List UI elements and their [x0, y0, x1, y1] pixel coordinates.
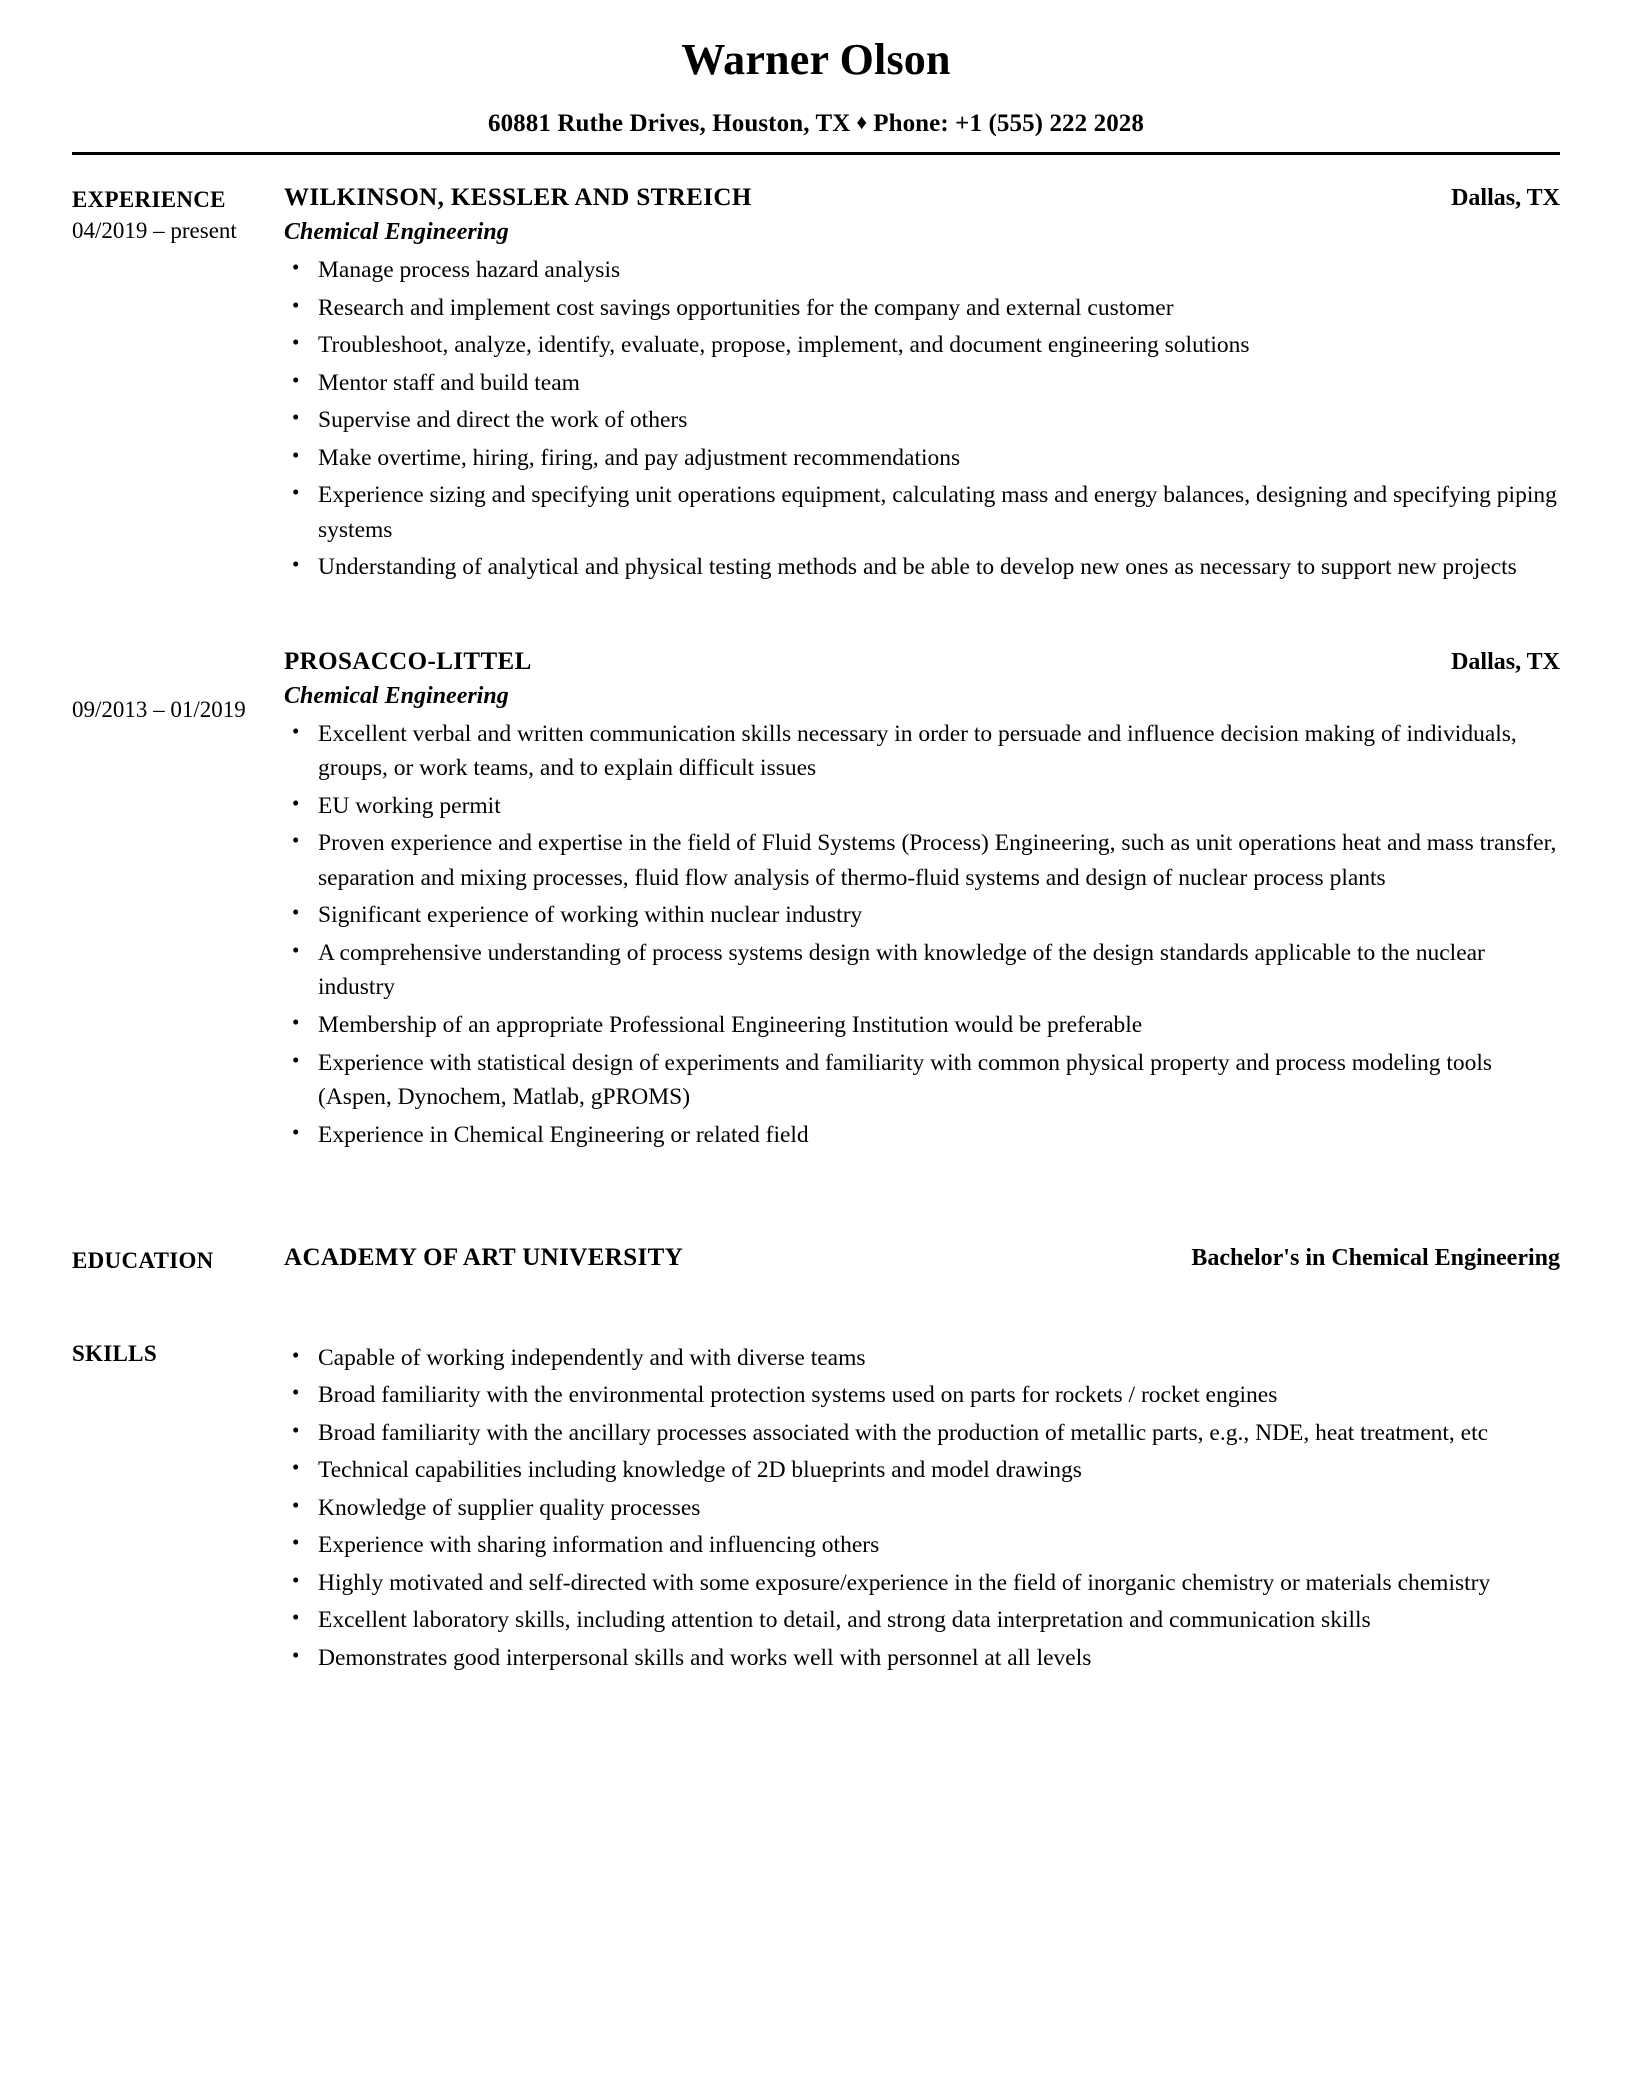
list-item: • Significant experience of working within nuclear industry — [284, 898, 1560, 933]
list-item: • Experience with sharing information and influencing others — [284, 1528, 1560, 1563]
list-item: • EU working permit — [284, 789, 1560, 824]
skills-side-column — [72, 1335, 260, 1676]
experience-side-column-1 — [72, 647, 260, 1152]
job-dates-0: 04/2019 – present — [72, 217, 237, 243]
job-entry-1 — [284, 647, 1560, 1152]
list-item: • Understanding of analytical and physical testing methods and be able to develop new ones as necessary to support new projects — [284, 550, 1560, 585]
job-title-1: Chemical Engineering — [284, 682, 509, 709]
list-item: • Research and implement cost savings opportunities for the company and external customer — [284, 291, 1560, 326]
section-label-experience: EXPERIENCE — [72, 187, 226, 213]
list-item: • Proven experience and expertise in the field of Fluid Systems (Process) Engineering, such as unit operations heat and mass transfer, separation and mixing processes, fluid flow analysis of thermo-fluid systems and design of nuclear process plants — [284, 826, 1560, 895]
education-main-column — [284, 1244, 1560, 1277]
education-degree: Bachelor's in Chemical Engineering — [1191, 1245, 1560, 1272]
job-headline-1 — [284, 647, 1560, 677]
job-title-0: Chemical Engineering — [284, 219, 509, 246]
list-item: • A comprehensive understanding of process systems design with knowledge of the design standards applicable to the nuclear industry — [284, 936, 1560, 1005]
list-item: • Manage process hazard analysis — [284, 253, 1560, 288]
job-entry-0 — [284, 183, 1560, 585]
list-item: • Technical capabilities including knowledge of 2D blueprints and model drawings — [284, 1453, 1560, 1488]
list-item: • Supervise and direct the work of others — [284, 403, 1560, 438]
job-organization-1: PROSACCO-LITTEL — [284, 647, 532, 675]
list-item: • Experience in Chemical Engineering or related field — [284, 1118, 1560, 1153]
list-item: • Highly motivated and self-directed with some exposure/experience in the field of inorganic chemistry or materials chemistry — [284, 1566, 1560, 1601]
job-headline-0 — [284, 183, 1560, 213]
list-item: • Troubleshoot, analyze, identify, evaluate, propose, implement, and document engineering solutions — [284, 328, 1560, 363]
skills-bullets — [284, 1341, 1560, 1676]
list-item: • Demonstrates good interpersonal skills and works well with personnel at all levels — [284, 1641, 1560, 1676]
job-organization-0: WILKINSON, KESSLER AND STREICH — [284, 184, 752, 212]
section-label-skills: SKILLS — [72, 1340, 157, 1366]
education-school: ACADEMY OF ART UNIVERSITY — [284, 1244, 684, 1272]
job-location-1: Dallas, TX — [1451, 648, 1560, 675]
section-education — [72, 1244, 1560, 1277]
list-item: • Experience with statistical design of experiments and familiarity with common physical property and process modeling tools (Aspen, Dynochem, Matlab, gPROMS) — [284, 1046, 1560, 1115]
education-side-column — [72, 1244, 260, 1277]
section-label-education: EDUCATION — [72, 1248, 214, 1274]
list-item: • Broad familiarity with the ancillary processes associated with the production of metallic parts, e.g., NDE, heat treatment, etc — [284, 1416, 1560, 1451]
job-location-0: Dallas, TX — [1451, 185, 1560, 212]
experience-main-column — [284, 183, 1560, 585]
job-dates-1: 09/2013 – 01/2019 — [72, 696, 246, 722]
diamond-separator-icon: ♦ — [856, 110, 868, 135]
contact-line — [72, 110, 1560, 138]
candidate-name: Warner Olson — [681, 35, 951, 84]
experience-main-column-1 — [284, 647, 1560, 1152]
list-item: • Membership of an appropriate Professional Engineering Institution would be preferable — [284, 1008, 1560, 1043]
resume-header — [72, 0, 1560, 155]
list-item: • Experience sizing and specifying unit operations equipment, calculating mass and energy balances, designing and specifying piping systems — [284, 478, 1560, 547]
list-item: • Excellent verbal and written communication skills necessary in order to persuade and influence decision making of individuals, groups, or work teams, and to explain difficult issues — [284, 717, 1560, 786]
experience-side-column — [72, 183, 260, 585]
list-item: • Excellent laboratory skills, including attention to detail, and strong data interpretation and communication skills — [284, 1603, 1560, 1638]
list-item: • Mentor staff and build team — [284, 366, 1560, 401]
header-divider — [72, 152, 1560, 155]
contact-address: 60881 Ruthe Drives, Houston, TX — [487, 110, 851, 138]
section-skills — [72, 1335, 1560, 1676]
list-item: • Make overtime, hiring, firing, and pay adjustment recommendations — [284, 441, 1560, 476]
job-bullets-0 — [284, 253, 1560, 585]
list-item: • Knowledge of supplier quality processes — [284, 1491, 1560, 1526]
skills-main-column — [284, 1335, 1560, 1676]
job-bullets-1 — [284, 717, 1560, 1152]
education-row — [284, 1244, 1560, 1272]
list-item: • Capable of working independently and with diverse teams — [284, 1341, 1560, 1376]
contact-phone: Phone: +1 (555) 222 2028 — [873, 110, 1144, 138]
list-item: • Broad familiarity with the environmental protection systems used on parts for rockets / rocket engines — [284, 1378, 1560, 1413]
section-experience-job-1 — [72, 647, 1560, 1152]
section-experience — [72, 183, 1560, 585]
